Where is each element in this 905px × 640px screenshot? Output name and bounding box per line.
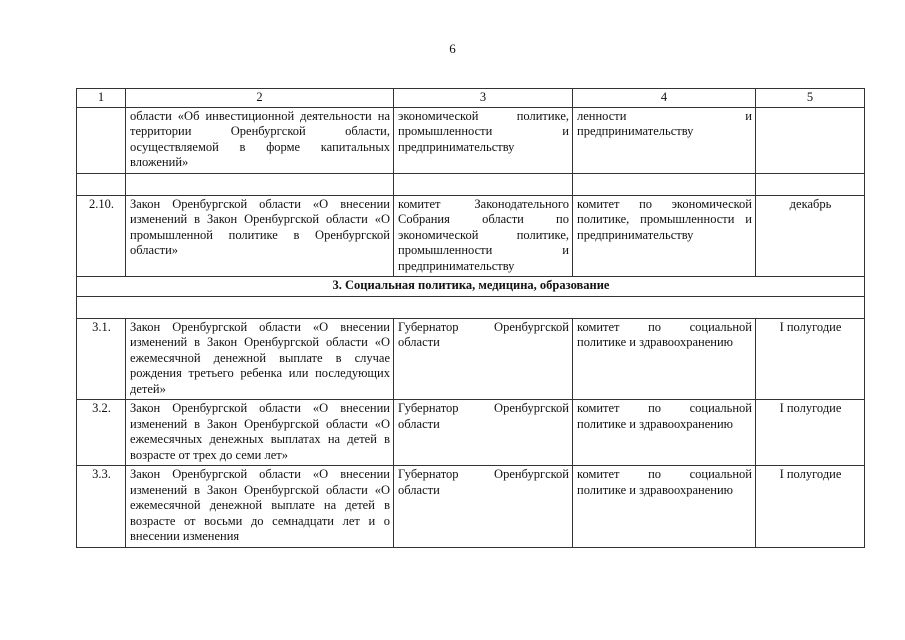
law-title: Закон Оренбургской области «О внесении изменений в Закон Оренбургской области «О ежемесячной денежной выплате на детей в возрасте от восьми до семнадцати лет и о внесении изменения bbox=[126, 466, 394, 548]
law-title: Закон Оренбургской области «О внесении изменений в Закон Оренбургской области «О ежемесячных денежных выплатах на детей в возрасте от трех до семи лет» bbox=[126, 400, 394, 466]
col-header-1: 1 bbox=[77, 89, 126, 108]
table-row-spacer bbox=[77, 173, 865, 195]
co-executor: комитет по экономической политике, промышленности и предпринимательству bbox=[573, 195, 756, 277]
co-executor: комитет по социальной политике и здравоохранению bbox=[573, 466, 756, 548]
law-title: Закон Оренбургской области «О внесении изменений в Закон Оренбургской области «О промышленной политике в Оренбургской области» bbox=[126, 195, 394, 277]
deadline: I полугодие bbox=[756, 400, 865, 466]
law-title: области «Об инвестиционной деятельности на территории Оренбургской области, осуществляемой в форме капитальных вложений» bbox=[126, 107, 394, 173]
deadline: I полугодие bbox=[756, 466, 865, 548]
law-title: Закон Оренбургской области «О внесении изменений в Закон Оренбургской области «О ежемесячной денежной выплате в случае рождения третьего ребенка или последующих детей» bbox=[126, 318, 394, 400]
row-number: 3.1. bbox=[77, 318, 126, 400]
table-row-spacer bbox=[77, 296, 865, 318]
row-number bbox=[77, 107, 126, 173]
co-executor: комитет по социальной политике и здравоохранению bbox=[573, 400, 756, 466]
responsible-party: Губернатор Оренбургской области bbox=[394, 318, 573, 400]
row-number: 2.10. bbox=[77, 195, 126, 277]
table-row bbox=[77, 466, 865, 548]
deadline: I полугодие bbox=[756, 318, 865, 400]
co-executor: комитет по социальной политике и здравоохранению bbox=[573, 318, 756, 400]
page-number: 6 bbox=[449, 41, 456, 56]
responsible-party: экономической политике, промышленности и предпринимательству bbox=[394, 107, 573, 173]
table-row bbox=[77, 195, 865, 277]
col-header-4: 4 bbox=[573, 89, 756, 108]
header-row bbox=[77, 89, 865, 108]
responsible-party: комитет Законодательного Собрания области по экономической политике, промышленности и предпринимательству bbox=[394, 195, 573, 277]
table-row bbox=[77, 318, 865, 400]
co-executor: ленности и предпринимательству bbox=[573, 107, 756, 173]
col-header-2: 2 bbox=[126, 89, 394, 108]
plan-table bbox=[76, 88, 865, 548]
table-row bbox=[77, 107, 865, 173]
deadline: декабрь bbox=[756, 195, 865, 277]
col-header-5: 5 bbox=[756, 89, 865, 108]
deadline bbox=[756, 107, 865, 173]
row-number: 3.2. bbox=[77, 400, 126, 466]
table-row bbox=[77, 400, 865, 466]
col-header-3: 3 bbox=[394, 89, 573, 108]
responsible-party: Губернатор Оренбургской области bbox=[394, 400, 573, 466]
section-row bbox=[77, 277, 865, 297]
section-title: 3. Социальная политика, медицина, образование bbox=[77, 277, 865, 297]
row-number: 3.3. bbox=[77, 466, 126, 548]
responsible-party: Губернатор Оренбургской области bbox=[394, 466, 573, 548]
